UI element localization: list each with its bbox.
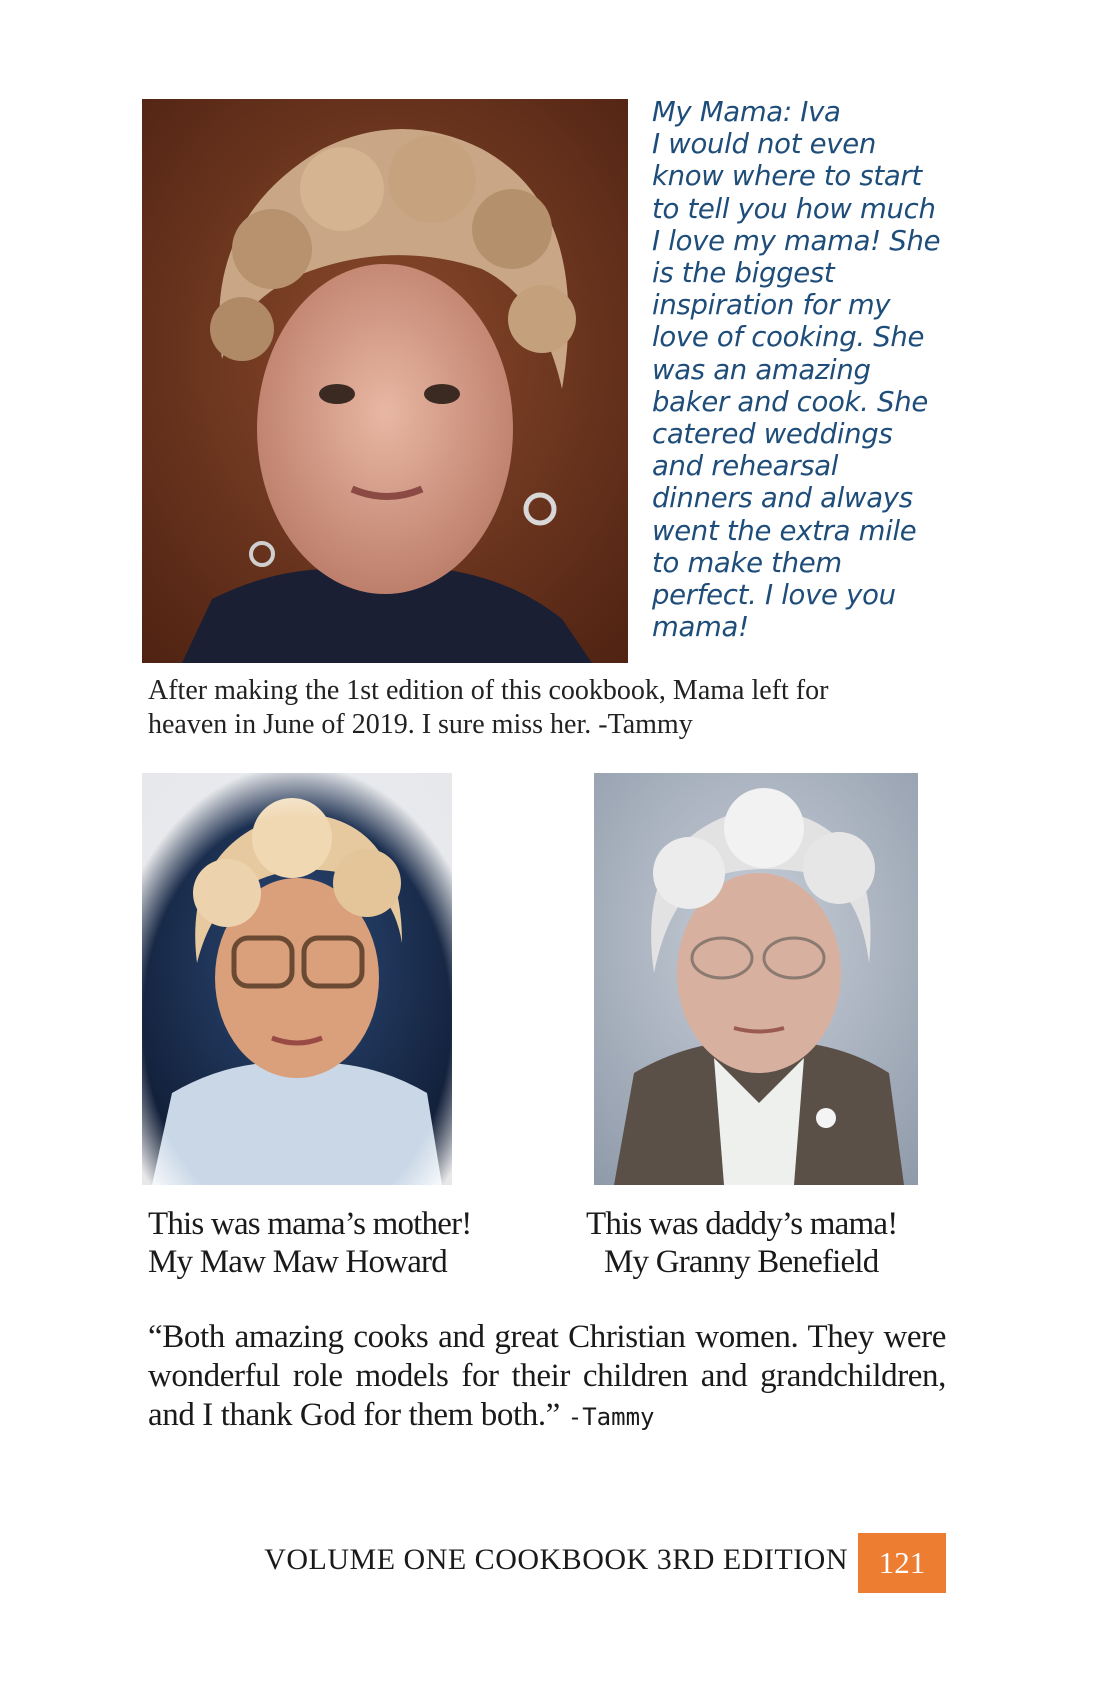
tribute-line: went the extra mile xyxy=(652,514,917,547)
memorial-note xyxy=(148,674,968,742)
tribute-line: dinners and always xyxy=(652,482,913,515)
tribute-line: perfect. I love you xyxy=(652,579,896,612)
closing-quote xyxy=(148,1318,946,1437)
tribute-line: mama! xyxy=(652,611,749,644)
quote-text: “Both amazing cooks and great Christian women. They were wonderful role models for their children and grandchildren, and I thank God for them both.” xyxy=(148,1319,946,1433)
tribute-line: catered weddings xyxy=(652,418,893,451)
photo-maw-maw-howard xyxy=(142,773,452,1185)
caption-line: My Maw Maw Howard xyxy=(148,1244,447,1280)
tribute-line: to make them xyxy=(652,546,842,579)
caption-line: This was daddy’s mama! xyxy=(586,1206,898,1242)
page-number-badge: 121 xyxy=(858,1533,946,1593)
tribute-line: to tell you how much xyxy=(652,192,936,225)
footer-book-title: VOLUME ONE COOKBOOK 3RD EDITION xyxy=(264,1543,848,1576)
tribute-line: is the biggest xyxy=(652,257,835,290)
quote-signature: -Tammy xyxy=(567,1403,655,1431)
tribute-line: love of cooking. She xyxy=(652,321,925,354)
caption-line: This was mama’s mother! xyxy=(148,1206,472,1242)
tribute-line: was an amazing xyxy=(652,353,871,386)
tribute-line: I would not even xyxy=(652,128,876,161)
tribute-line: and rehearsal xyxy=(652,450,839,483)
caption-maw-maw-howard xyxy=(148,1205,471,1281)
caption-line: My Granny Benefield xyxy=(604,1244,879,1280)
tribute-line: baker and cook. She xyxy=(652,385,928,418)
tribute-line: My Mama: Iva xyxy=(652,96,841,128)
photo-mama-iva xyxy=(142,99,628,663)
memorial-line: heaven in June of 2019. I sure miss her. -Tammy xyxy=(148,709,693,740)
tribute-line: know where to start xyxy=(652,160,922,193)
tribute-line: I love my mama! She xyxy=(652,224,941,257)
tribute-line: inspiration for my xyxy=(652,289,891,322)
tribute-text xyxy=(652,96,952,643)
memorial-line: After making the 1st edition of this cookbook, Mama left for xyxy=(148,675,829,706)
caption-granny-benefield xyxy=(586,1205,897,1281)
photo-granny-benefield xyxy=(594,773,918,1185)
